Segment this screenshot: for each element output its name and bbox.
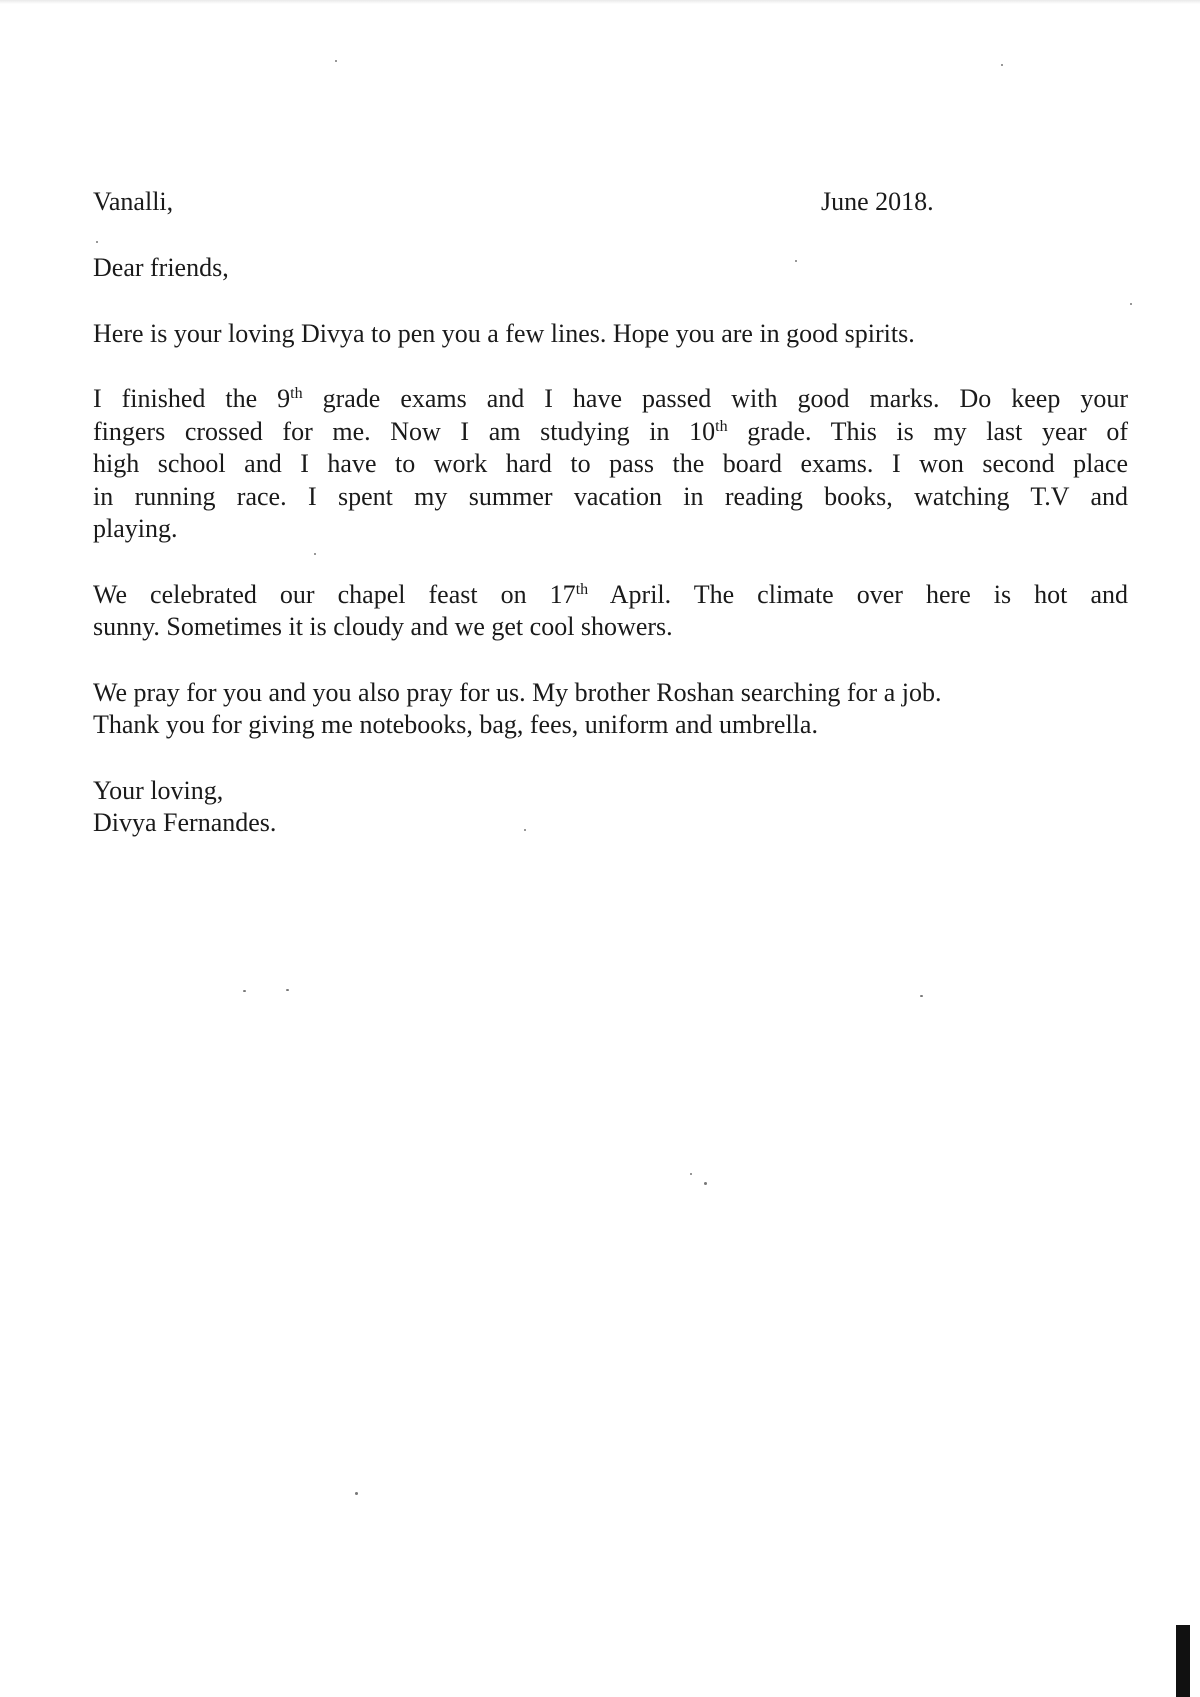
paragraph-line: sunny. Sometimes it is cloudy and we get cool showers.	[93, 612, 673, 641]
scan-speck	[920, 995, 923, 997]
paragraph-line: high school and I have to work hard to pass the board exams. I won second place	[93, 449, 1128, 478]
signature-name: Divya Fernandes.	[93, 808, 277, 837]
scan-speck	[1130, 303, 1132, 305]
text-fragment: I finished the 9	[93, 384, 291, 413]
paragraph-line: playing.	[93, 514, 178, 543]
scan-speck	[355, 1492, 358, 1495]
paragraph-line	[93, 579, 1128, 612]
text-fragment: We celebrated our chapel feast on 17	[93, 579, 576, 609]
scan-edge-mark	[1176, 1625, 1190, 1697]
sender-place: Vanalli,	[93, 187, 174, 216]
scan-speck	[286, 989, 289, 991]
scan-speck	[335, 60, 337, 62]
scan-speck	[690, 1173, 692, 1175]
closing-phrase: Your loving,	[93, 775, 224, 805]
letter-date: June 2018.	[821, 187, 934, 216]
text-fragment: grade exams and I have passed with good marks. Do keep your	[302, 384, 1128, 413]
ordinal-suffix: th	[290, 385, 303, 402]
paragraph-prayer-thanks	[93, 677, 1128, 742]
paragraph-line	[93, 383, 1128, 416]
ordinal-suffix: th	[715, 417, 728, 435]
paragraph-line: Here is your loving Divya to pen you a few lines. Hope you are in good spirits.	[93, 318, 915, 348]
ordinal-suffix: th	[575, 580, 589, 598]
scan-speck	[1001, 64, 1003, 66]
scan-top-edge	[0, 0, 1200, 4]
text-fragment: grade. This is my last year of	[727, 416, 1128, 446]
salutation: Dear friends,	[93, 253, 229, 282]
text-fragment: April. The climate over here is hot and	[588, 579, 1128, 609]
paragraph-school-news	[93, 383, 1128, 546]
scan-speck	[704, 1182, 707, 1185]
scan-speck	[524, 829, 526, 831]
letter-header	[93, 186, 1128, 220]
paragraph-line: We pray for you and you also pray for us. My brother Roshan searching for a job.	[93, 677, 942, 707]
scan-speck	[243, 990, 246, 992]
scan-speck	[795, 260, 797, 262]
letter-closing	[93, 775, 1128, 840]
text-fragment: fingers crossed for me. Now I am studying in 10	[93, 416, 716, 446]
paragraph-line	[93, 416, 1128, 449]
scan-speck	[314, 553, 316, 555]
letter-body	[93, 186, 1128, 840]
paragraph-line: in running race. I spent my summer vacation in reading books, watching T.V and	[93, 481, 1128, 511]
paragraph-feast-climate	[93, 579, 1128, 644]
paragraph-line: Thank you for giving me notebooks, bag, fees, uniform and umbrella.	[93, 710, 818, 739]
scan-speck	[96, 241, 98, 243]
paragraph-greeting	[93, 318, 1128, 351]
